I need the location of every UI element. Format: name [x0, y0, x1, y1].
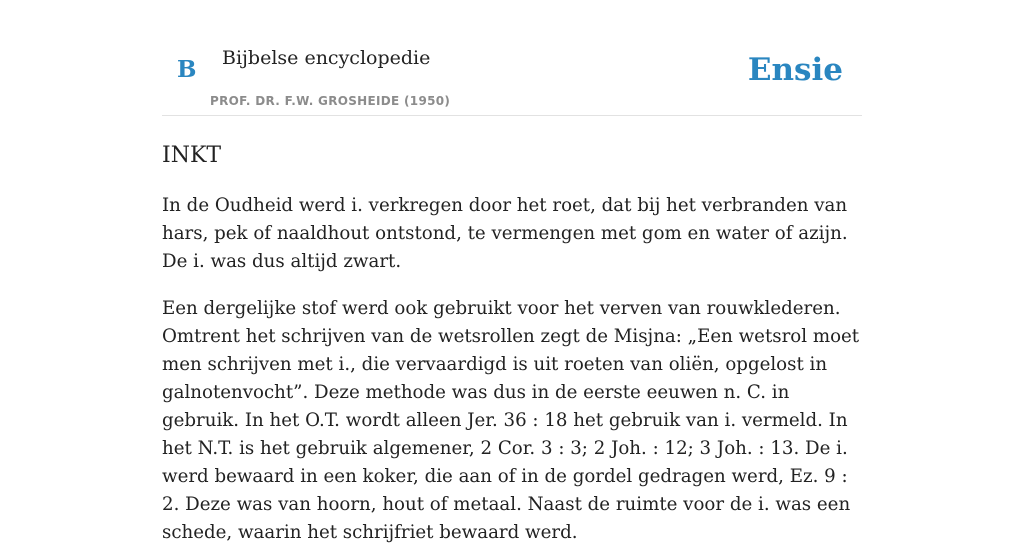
letter-index-link[interactable]: B — [177, 56, 197, 83]
article-page — [162, 0, 862, 547]
page-header — [162, 0, 862, 116]
book-title-link[interactable]: Bijbelse encyclopedie — [222, 47, 431, 69]
entry-paragraph: Een dergelijke stof werd ook gebruikt voor het verven van rouwklederen. Omtrent het schrijven van de wetsrollen zegt de Misjna: „Een wetsrol moet men schrijven met i., die vervaardigd is uit roeten van oliën, opgelost in galnotenvocht”. Deze methode was dus in de eerste eeuwen n. C. in gebruik. In het O.T. wordt alleen Jer. 36 : 18 het gebruik van i. vermeld. In het N.T. is het gebruik algemener, 2 Cor. 3 : 3; 2 Joh. : 12; 3 Joh. : 13. De i. werd bewaard in een koker, die aan of in de gordel gedragen werd, Ez. 9 : 2. Deze was van hoorn, hout of metaal. Naast de ruimte voor de i. was een schede, waarin het schrijfriet bewaard werd. — [162, 298, 860, 543]
entry-paragraph: In de Oudheid werd i. verkregen door het roet, dat bij het verbranden van hars, pek of naaldhout ontstond, te vermengen met gom en water of azijn. De i. was dus altijd zwart. — [162, 195, 848, 272]
book-author: PROF. DR. F.W. GROSHEIDE (1950) — [210, 94, 451, 108]
entry-title: INKT — [162, 143, 222, 168]
ensie-logo[interactable]: Ensie — [747, 52, 843, 88]
